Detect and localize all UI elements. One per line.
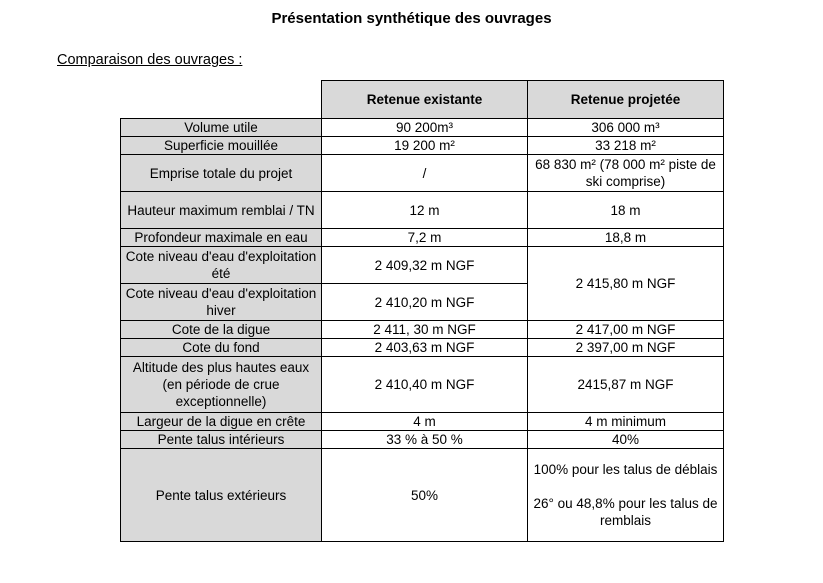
header-retenue-existante: Retenue existante bbox=[322, 81, 528, 119]
row-label: Emprise totale du projet bbox=[121, 155, 322, 192]
cell-paragraph-remblais: 26° ou 48,8% pour les talus de remblais bbox=[533, 496, 718, 528]
cell-paragraph-deblais: 100% pour les talus de déblais bbox=[533, 462, 718, 477]
cell-projetee: 40% bbox=[528, 431, 724, 449]
table-row bbox=[121, 413, 724, 431]
row-label: Pente talus extérieurs bbox=[121, 449, 322, 542]
row-label: Cote niveau d'eau d'exploitation été bbox=[121, 247, 322, 284]
comparison-table bbox=[120, 80, 724, 542]
section-heading: Comparaison des ouvrages : bbox=[57, 52, 243, 68]
cell-projetee: 306 000 m³ bbox=[528, 119, 724, 137]
cell-existante: 4 m bbox=[322, 413, 528, 431]
row-label: Pente talus intérieurs bbox=[121, 431, 322, 449]
row-label: Cote du fond bbox=[121, 339, 322, 357]
cell-existante: 19 200 m² bbox=[322, 137, 528, 155]
cell-projetee-multiline bbox=[528, 449, 724, 542]
row-label: Altitude des plus hautes eaux (en période de crue exceptionnelle) bbox=[121, 357, 322, 413]
cell-existante: 12 m bbox=[322, 192, 528, 229]
cell-existante: 2 410,40 m NGF bbox=[322, 357, 528, 413]
cell-projetee: 2415,87 m NGF bbox=[528, 357, 724, 413]
cell-existante: 2 410,20 m NGF bbox=[322, 284, 528, 321]
cell-projetee: 18,8 m bbox=[528, 229, 724, 247]
cell-projetee: 68 830 m² (78 000 m² piste de ski comprise) bbox=[528, 155, 724, 192]
table-row bbox=[121, 155, 724, 192]
row-label: Cote niveau d'eau d'exploitation hiver bbox=[121, 284, 322, 321]
paragraph-spacer bbox=[532, 478, 719, 495]
table-row bbox=[121, 357, 724, 413]
cell-projetee: 18 m bbox=[528, 192, 724, 229]
header-retenue-projetee: Retenue projetée bbox=[528, 81, 724, 119]
cell-projetee-merged: 2 415,80 m NGF bbox=[528, 247, 724, 321]
table-row bbox=[121, 339, 724, 357]
cell-existante: 7,2 m bbox=[322, 229, 528, 247]
table-row bbox=[121, 321, 724, 339]
cell-projetee: 2 417,00 m NGF bbox=[528, 321, 724, 339]
cell-projetee: 2 397,00 m NGF bbox=[528, 339, 724, 357]
cell-existante: 2 411, 30 m NGF bbox=[322, 321, 528, 339]
cell-projetee: 4 m minimum bbox=[528, 413, 724, 431]
table-header-row bbox=[121, 81, 724, 119]
table-row bbox=[121, 247, 724, 284]
row-label: Largeur de la digue en crête bbox=[121, 413, 322, 431]
cell-existante: 50% bbox=[322, 449, 528, 542]
row-label: Cote de la digue bbox=[121, 321, 322, 339]
table-row bbox=[121, 119, 724, 137]
row-label: Profondeur maximale en eau bbox=[121, 229, 322, 247]
row-label: Hauteur maximum remblai / TN bbox=[121, 192, 322, 229]
table-row bbox=[121, 449, 724, 542]
cell-existante: 2 409,32 m NGF bbox=[322, 247, 528, 284]
cell-existante: 2 403,63 m NGF bbox=[322, 339, 528, 357]
cell-projetee: 33 218 m² bbox=[528, 137, 724, 155]
cell-existante: 90 200m³ bbox=[322, 119, 528, 137]
row-label: Volume utile bbox=[121, 119, 322, 137]
cell-existante: / bbox=[322, 155, 528, 192]
table-row bbox=[121, 192, 724, 229]
cell-existante: 33 % à 50 % bbox=[322, 431, 528, 449]
table-row bbox=[121, 431, 724, 449]
header-blank-cell bbox=[121, 81, 322, 119]
table-row bbox=[121, 137, 724, 155]
document-title: Présentation synthétique des ouvrages bbox=[271, 10, 552, 27]
row-label: Superficie mouillée bbox=[121, 137, 322, 155]
table-row bbox=[121, 229, 724, 247]
